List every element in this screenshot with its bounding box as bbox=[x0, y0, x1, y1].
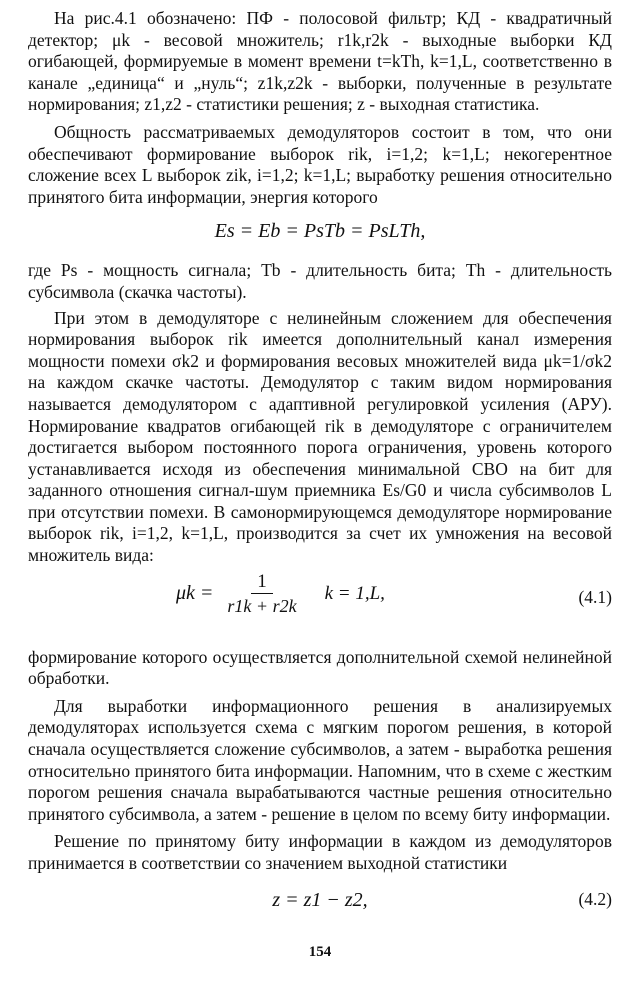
weight-formula-denominator: r1k + r2k bbox=[227, 595, 297, 616]
equation-number-4-2: (4.2) bbox=[578, 888, 612, 909]
paragraph-figure-legend: На рис.4.1 обозначено: ПФ - полосовой фильтр; КД - квадратичный детектор; μk - весовой множитель; r1k,r2k - выходные выборки КД огибающей, формируемые в момент времени t=kTh, k=1,L, соответственно в канале „единица“ и „нуль“; z1k,z2k - выборки, полученные в результате нормирования; z1,z2 - статистики решения; z - выходная статистика. bbox=[28, 8, 612, 115]
paragraph-output-statistic: Решение по принятому биту информации в каждом из демодуляторов принимается в соответствии со значением выходной статистики bbox=[28, 831, 612, 873]
energy-formula-expression: Es = Eb = PsTb = PsLTh, bbox=[214, 220, 426, 243]
weight-formula-lhs: μk = bbox=[176, 582, 214, 605]
weight-formula-range: k = 1,L, bbox=[324, 582, 385, 604]
paragraph-formation: формирование которого осуществляется дополнительной схемой нелинейной обработки. bbox=[28, 646, 612, 689]
statistic-formula bbox=[28, 875, 612, 921]
weight-formula bbox=[28, 567, 612, 647]
energy-formula bbox=[28, 208, 612, 260]
weight-formula-numerator: 1 bbox=[251, 571, 273, 594]
paragraph-notation: где Ps - мощность сигнала; Tb - длительность бита; Th - длительность субсимвола (скачка частоты). bbox=[28, 260, 612, 302]
page-body bbox=[28, 8, 612, 921]
page-number: 154 bbox=[308, 944, 332, 960]
paragraph-normalization: При этом в демодуляторе с нелинейным сложением для обеспечения нормирования выборок rik имеется дополнительный канал измерения мощности помехи σk2 и формирования весовых множителей вида μk=1/σk2 на каждом скачке частоты. Демодулятор с таким видом нормирования называется демодулятором с адаптивной регулировкой усиления (АРУ). Нормирование квадратов огибающей rik в демодуляторе с ограничителем достигается выбором постоянного порога ограничения, уровень которого устанавливается исходя из обеспечения минимальной СВО на бит для заданного отношения сигнал-шум приемника Es/G0 и числа субсимволов L при отсутствии помехи. В самонормирующемся демодуляторе нормирование выборок rik, i=1,2, k=1,L, производится за счет их умножения на весовой множитель вида: bbox=[28, 307, 612, 566]
equation-number-4-1: (4.1) bbox=[578, 586, 612, 607]
paragraph-soft-decision: Для выработки информационного решения в анализируемых демодуляторах используется схема с мягким порогом решения, в которой сначала осуществляется сложение субсимволов, а затем - выработка решения относительно принятого бита информации. Напомним, что в схеме с жестким порогом решения сначала вырабатываются частные решения относительно принятого субсимвола, а затем - решение в целом по всему биту информации. bbox=[28, 695, 612, 824]
paragraph-demodulator-commonality: Общность рассматриваемых демодуляторов состоит в том, что они обеспечивают формирование выборок rik, i=1,2; k=1,L; некогерентное сложение всех L выборок zik, i=1,2; k=1,L; выработку решения относительно принятого бита информации, энергия которого bbox=[28, 121, 612, 207]
weight-formula-fraction bbox=[221, 571, 302, 617]
statistic-formula-expression: z = z1 − z2, bbox=[272, 888, 368, 911]
